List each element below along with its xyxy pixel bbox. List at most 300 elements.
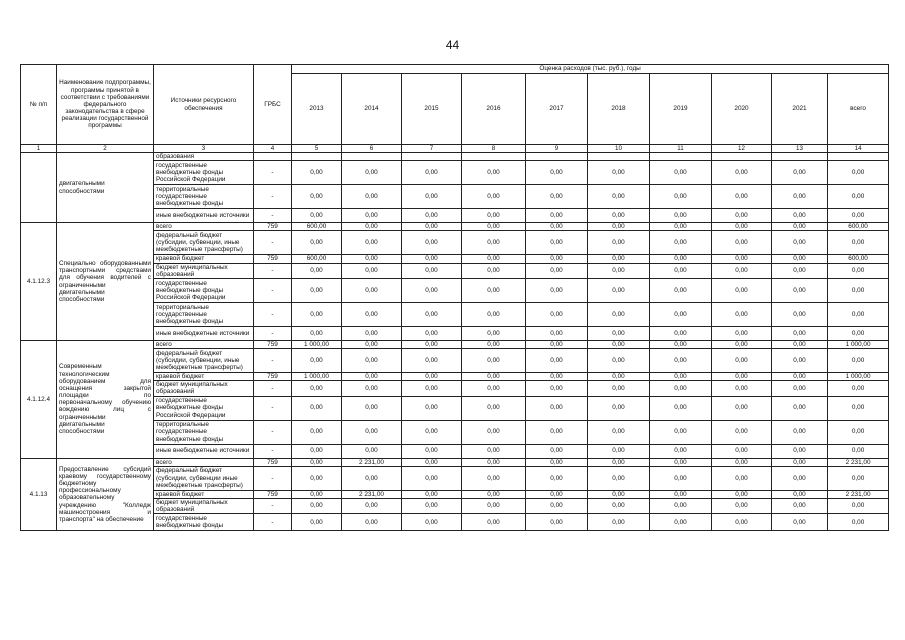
year-value: 0,00	[650, 326, 712, 340]
year-value: 0,00	[402, 396, 462, 420]
column-numbers-row	[21, 145, 889, 153]
year-value: 0,00	[342, 278, 402, 302]
table-header	[21, 65, 889, 153]
year-value: 0,00	[402, 373, 462, 381]
year-value: 0,00	[588, 373, 650, 381]
total-value: 0,00	[828, 326, 889, 340]
grbs-code: 759	[254, 340, 292, 348]
year-value: 0,00	[342, 231, 402, 255]
total-value: 0,00	[828, 302, 889, 326]
table-row	[21, 223, 889, 231]
year-value: 0,00	[650, 373, 712, 381]
grbs-code: -	[254, 444, 292, 458]
year-value: 0,00	[342, 161, 402, 185]
funding-source: территориальные государственные внебюджетные фонды	[154, 185, 254, 209]
year-value: 0,00	[712, 161, 772, 185]
year-value: 0,00	[402, 255, 462, 263]
year-value: 0,00	[462, 498, 526, 513]
year-value: 0,00	[526, 381, 588, 396]
year-value: 0,00	[462, 161, 526, 185]
year-value: 0,00	[462, 255, 526, 263]
year-value: 0,00	[712, 349, 772, 373]
grbs-col-header: ГРБС	[254, 65, 292, 145]
total-value: 0,00	[828, 185, 889, 209]
year-value: 0,00	[402, 340, 462, 348]
year-value: 0,00	[462, 490, 526, 498]
column-number: 13	[772, 145, 828, 153]
year-value: 0,00	[526, 490, 588, 498]
year-value: 2 231,00	[342, 458, 402, 466]
year-value: 0,00	[402, 278, 462, 302]
year-value: 0,00	[462, 396, 526, 420]
row-code: 4.1.13	[21, 458, 57, 531]
year-value: 0,00	[588, 161, 650, 185]
funding-source: федеральный бюджет (субсидии, субвенции, иные межбюджетные трансферты)	[154, 231, 254, 255]
year-value: 0,00	[650, 223, 712, 231]
year-value: 0,00	[650, 514, 712, 531]
column-number: 6	[342, 145, 402, 153]
column-number: 8	[462, 145, 526, 153]
year-value: 0,00	[342, 381, 402, 396]
year-value: 0,00	[772, 209, 828, 223]
year-value: 0,00	[712, 302, 772, 326]
year-value: 0,00	[712, 444, 772, 458]
year-value: 0,00	[772, 161, 828, 185]
row-code: 4.1.12.3	[21, 223, 57, 341]
year-value: 0,00	[342, 373, 402, 381]
year-value: 0,00	[772, 231, 828, 255]
grbs-code: 759	[254, 223, 292, 231]
year-value: 0,00	[712, 498, 772, 513]
year-value: 0,00	[462, 373, 526, 381]
year-value: 0,00	[772, 396, 828, 420]
year-value: 0,00	[772, 223, 828, 231]
year-value: 0,00	[402, 458, 462, 466]
table-row	[21, 458, 889, 466]
year-value: 0,00	[650, 209, 712, 223]
year-value: 0,00	[402, 209, 462, 223]
column-number: 12	[712, 145, 772, 153]
year-value: 0,00	[292, 263, 342, 278]
year-value: 0,00	[462, 458, 526, 466]
year-value: 0,00	[402, 381, 462, 396]
year-value: 0,00	[588, 223, 650, 231]
year-value: 0,00	[650, 466, 712, 490]
year-value: 0,00	[402, 161, 462, 185]
grbs-code: -	[254, 420, 292, 444]
year-value: 0,00	[526, 420, 588, 444]
year-value: 0,00	[342, 349, 402, 373]
year-value: 0,00	[588, 514, 650, 531]
year-value: 0,00	[526, 209, 588, 223]
grbs-code: 759	[254, 490, 292, 498]
year-value: 0,00	[402, 490, 462, 498]
funding-source: иные внебюджетные источники	[154, 209, 254, 223]
year-value: 0,00	[650, 444, 712, 458]
total-value: 1 000,00	[828, 340, 889, 348]
column-number: 9	[526, 145, 588, 153]
year-value: 0,00	[650, 255, 712, 263]
year-value: 0,00	[588, 444, 650, 458]
row-code	[21, 153, 57, 223]
funding-source: государственные внебюджетные фонды Российской Федерации	[154, 396, 254, 420]
total-value: 0,00	[828, 263, 889, 278]
year-value: 0,00	[588, 340, 650, 348]
year-value: 0,00	[588, 278, 650, 302]
year-value	[650, 153, 712, 161]
column-number: 7	[402, 145, 462, 153]
year-value	[402, 153, 462, 161]
year-value	[712, 153, 772, 161]
year-value: 0,00	[462, 223, 526, 231]
funding-source: всего	[154, 223, 254, 231]
year-value: 0,00	[588, 498, 650, 513]
year-value: 0,00	[588, 231, 650, 255]
year-value: 0,00	[402, 185, 462, 209]
year-header: 2013	[292, 74, 342, 145]
year-value: 0,00	[292, 326, 342, 340]
year-value: 0,00	[526, 161, 588, 185]
year-value: 0,00	[712, 263, 772, 278]
year-value: 0,00	[772, 381, 828, 396]
year-value: 0,00	[712, 396, 772, 420]
year-value: 0,00	[342, 420, 402, 444]
year-value: 0,00	[772, 466, 828, 490]
grbs-code: -	[254, 263, 292, 278]
total-value: 0,00	[828, 396, 889, 420]
column-number: 2	[57, 145, 154, 153]
funding-source: государственные внебюджетные фонды	[154, 514, 254, 531]
grbs-code: -	[254, 231, 292, 255]
year-value: 0,00	[712, 209, 772, 223]
row-code: 4.1.12.4	[21, 340, 57, 458]
year-value: 0,00	[292, 458, 342, 466]
year-value: 0,00	[650, 490, 712, 498]
year-value: 0,00	[650, 498, 712, 513]
column-number: 14	[828, 145, 889, 153]
year-value: 0,00	[342, 340, 402, 348]
year-value: 0,00	[712, 326, 772, 340]
grbs-code: -	[254, 326, 292, 340]
year-value: 0,00	[342, 444, 402, 458]
year-value: 0,00	[292, 185, 342, 209]
year-value: 0,00	[402, 498, 462, 513]
grbs-code: -	[254, 381, 292, 396]
year-value: 0,00	[650, 278, 712, 302]
year-value: 0,00	[462, 466, 526, 490]
year-value: 0,00	[772, 444, 828, 458]
year-header: 2016	[462, 74, 526, 145]
year-value: 0,00	[526, 185, 588, 209]
year-value: 0,00	[402, 349, 462, 373]
year-value: 0,00	[712, 490, 772, 498]
grbs-code: 759	[254, 458, 292, 466]
year-value: 0,00	[712, 231, 772, 255]
year-value: 0,00	[712, 466, 772, 490]
year-value: 0,00	[712, 514, 772, 531]
total-value: 0,00	[828, 349, 889, 373]
row-name: Специально оборудованными транспортными средствами для обучения водителей с ограниченными двигательными способностями	[57, 223, 154, 341]
year-value: 0,00	[712, 223, 772, 231]
total-value: 0,00	[828, 466, 889, 490]
funding-source: территориальные государственные внебюджетные фонды	[154, 302, 254, 326]
total-value: 1 000,00	[828, 373, 889, 381]
year-value: 0,00	[526, 223, 588, 231]
funding-source: образования	[154, 153, 254, 161]
year-value: 0,00	[526, 458, 588, 466]
funding-source: государственные внебюджетные фонды Российской Федерации	[154, 278, 254, 302]
row-name: Современным технологическим оборудованием для оснащения закрытой площадки по первоначальному обучению вождению лиц с ограниченными двигательными способностями	[57, 340, 154, 458]
year-value: 0,00	[342, 396, 402, 420]
year-header: 2019	[650, 74, 712, 145]
year-value: 0,00	[712, 255, 772, 263]
year-value: 0,00	[588, 263, 650, 278]
funding-source: краевой бюджет	[154, 255, 254, 263]
year-value: 0,00	[292, 381, 342, 396]
column-number: 10	[588, 145, 650, 153]
grbs-code: -	[254, 278, 292, 302]
year-value: 0,00	[772, 263, 828, 278]
grbs-code: -	[254, 209, 292, 223]
year-value: 0,00	[462, 263, 526, 278]
year-value: 0,00	[650, 263, 712, 278]
year-value: 0,00	[526, 326, 588, 340]
year-value: 0,00	[526, 302, 588, 326]
year-value: 0,00	[650, 381, 712, 396]
source-col-header: Источники ресурсного обеспечения	[154, 65, 254, 145]
year-value: 0,00	[526, 231, 588, 255]
year-value: 0,00	[402, 223, 462, 231]
year-value: 0,00	[342, 263, 402, 278]
year-value: 0,00	[650, 458, 712, 466]
total-value: 0,00	[828, 278, 889, 302]
year-header: 2015	[402, 74, 462, 145]
year-value: 0,00	[462, 231, 526, 255]
year-value: 0,00	[526, 396, 588, 420]
year-value: 0,00	[402, 231, 462, 255]
year-value: 0,00	[650, 420, 712, 444]
total-value: 600,00	[828, 255, 889, 263]
year-value: 0,00	[292, 231, 342, 255]
year-value: 1 000,00	[292, 340, 342, 348]
year-header: 2017	[526, 74, 588, 145]
year-value: 0,00	[772, 340, 828, 348]
grbs-code: -	[254, 396, 292, 420]
table-row	[21, 153, 889, 161]
year-value: 0,00	[462, 381, 526, 396]
year-value: 0,00	[462, 302, 526, 326]
year-value: 0,00	[526, 255, 588, 263]
year-value: 0,00	[292, 490, 342, 498]
year-header: 2014	[342, 74, 402, 145]
year-value	[342, 153, 402, 161]
year-value: 0,00	[588, 349, 650, 373]
year-value	[772, 153, 828, 161]
year-value: 0,00	[650, 396, 712, 420]
year-value	[292, 153, 342, 161]
year-value: 0,00	[588, 396, 650, 420]
year-value: 0,00	[462, 340, 526, 348]
year-value: 0,00	[402, 514, 462, 531]
year-value: 0,00	[342, 514, 402, 531]
grbs-code: -	[254, 302, 292, 326]
year-value: 0,00	[588, 326, 650, 340]
year-value: 0,00	[292, 466, 342, 490]
total-value: 0,00	[828, 209, 889, 223]
year-value: 0,00	[402, 444, 462, 458]
funding-source: бюджет муниципальных образований	[154, 498, 254, 513]
year-value: 0,00	[588, 302, 650, 326]
year-value: 2 231,00	[342, 490, 402, 498]
year-value: 0,00	[342, 223, 402, 231]
year-value: 0,00	[772, 185, 828, 209]
funding-source: территориальные государственные внебюджетные фонды	[154, 420, 254, 444]
year-value: 0,00	[292, 420, 342, 444]
column-number: 3	[154, 145, 254, 153]
year-value: 0,00	[402, 302, 462, 326]
year-value: 0,00	[650, 302, 712, 326]
year-value: 0,00	[462, 326, 526, 340]
year-value: 0,00	[650, 185, 712, 209]
grbs-code: -	[254, 349, 292, 373]
year-value: 0,00	[588, 466, 650, 490]
year-value: 0,00	[292, 514, 342, 531]
year-value: 0,00	[292, 396, 342, 420]
year-header: 2021	[772, 74, 828, 145]
column-number: 4	[254, 145, 292, 153]
funding-source: краевой бюджет	[154, 373, 254, 381]
year-value: 0,00	[462, 349, 526, 373]
grbs-code: 759	[254, 373, 292, 381]
year-value: 0,00	[772, 420, 828, 444]
year-value: 1 000,00	[292, 373, 342, 381]
year-value: 0,00	[712, 373, 772, 381]
year-value: 0,00	[526, 340, 588, 348]
year-value: 0,00	[292, 161, 342, 185]
grbs-code: -	[254, 498, 292, 513]
funding-source: иные внебюджетные источники	[154, 444, 254, 458]
row-name: Предоставление субсидий краевому государственному бюджетному профессиональному образовательному учреждению "Колледж машиностроения и транспорта" на обеспечение	[57, 458, 154, 531]
year-value: 600,00	[292, 223, 342, 231]
year-value: 0,00	[712, 420, 772, 444]
total-value: 0,00	[828, 231, 889, 255]
total-value: 2 231,00	[828, 458, 889, 466]
name-col-header: Наименование подпрограммы, программы принятой в соответствии с требованиями федерального законодательства в сфере реализации государственной программы	[57, 65, 154, 145]
total-value: 0,00	[828, 498, 889, 513]
year-value: 0,00	[526, 466, 588, 490]
year-value: 0,00	[342, 466, 402, 490]
year-value: 0,00	[526, 263, 588, 278]
year-value: 0,00	[292, 444, 342, 458]
year-value: 0,00	[292, 349, 342, 373]
row-name: двигательными способностями	[57, 153, 154, 223]
year-value: 0,00	[402, 326, 462, 340]
year-value: 0,00	[650, 349, 712, 373]
year-value: 0,00	[526, 373, 588, 381]
year-value: 0,00	[650, 340, 712, 348]
year-value: 0,00	[402, 420, 462, 444]
year-value: 0,00	[342, 255, 402, 263]
year-value: 0,00	[588, 458, 650, 466]
year-value	[462, 153, 526, 161]
total-value: 600,00	[828, 223, 889, 231]
total-value: 0,00	[828, 444, 889, 458]
year-value: 0,00	[772, 498, 828, 513]
funding-source: краевой бюджет	[154, 490, 254, 498]
year-value: 0,00	[772, 490, 828, 498]
year-value: 0,00	[712, 340, 772, 348]
year-value: 0,00	[342, 209, 402, 223]
year-value: 0,00	[292, 209, 342, 223]
year-value: 0,00	[526, 444, 588, 458]
total-value: 0,00	[828, 381, 889, 396]
year-value: 0,00	[462, 209, 526, 223]
year-value: 0,00	[650, 161, 712, 185]
funding-source: всего	[154, 340, 254, 348]
funding-source: бюджет муниципальных образований	[154, 263, 254, 278]
total-value: 0,00	[828, 161, 889, 185]
grbs-code: -	[254, 161, 292, 185]
grbs-code	[254, 153, 292, 161]
year-value: 0,00	[402, 263, 462, 278]
year-value: 0,00	[526, 349, 588, 373]
funding-source: бюджет муниципальных образований	[154, 381, 254, 396]
year-value: 0,00	[772, 349, 828, 373]
year-value: 0,00	[588, 209, 650, 223]
year-value: 0,00	[772, 458, 828, 466]
year-value: 0,00	[526, 278, 588, 302]
year-value: 0,00	[772, 302, 828, 326]
table-row	[21, 340, 889, 348]
year-value: 0,00	[292, 278, 342, 302]
year-value: 0,00	[772, 255, 828, 263]
funding-source: государственные внебюджетные фонды Российской Федерации	[154, 161, 254, 185]
cost-group-header: Оценка расходов (тыс. руб.), годы	[292, 65, 889, 74]
year-value: 0,00	[588, 185, 650, 209]
table-body	[21, 153, 889, 531]
total-value: 2 231,00	[828, 490, 889, 498]
column-number: 5	[292, 145, 342, 153]
year-value: 0,00	[526, 498, 588, 513]
year-value: 0,00	[342, 302, 402, 326]
total-value: 0,00	[828, 420, 889, 444]
year-value	[588, 153, 650, 161]
grbs-code: -	[254, 185, 292, 209]
funding-source: всего	[154, 458, 254, 466]
year-value: 0,00	[342, 185, 402, 209]
year-value: 0,00	[772, 326, 828, 340]
year-value: 0,00	[772, 278, 828, 302]
page-number: 44	[445, 38, 460, 52]
year-value: 0,00	[462, 514, 526, 531]
year-value: 0,00	[462, 185, 526, 209]
year-value: 0,00	[462, 420, 526, 444]
year-value: 0,00	[588, 490, 650, 498]
grbs-code: 759	[254, 255, 292, 263]
year-value: 0,00	[402, 466, 462, 490]
budget-table	[20, 64, 889, 531]
year-value: 0,00	[342, 498, 402, 513]
year-value: 0,00	[772, 373, 828, 381]
grbs-code: -	[254, 466, 292, 490]
total-value: 0,00	[828, 514, 889, 531]
total-header: всего	[828, 74, 889, 145]
total-value	[828, 153, 889, 161]
funding-source: федеральный бюджет (субсидии, субвенции иные межбюджетные трансферты)	[154, 466, 254, 490]
num-col-header: № п/п	[21, 65, 57, 145]
year-value: 0,00	[292, 498, 342, 513]
year-value: 0,00	[462, 278, 526, 302]
